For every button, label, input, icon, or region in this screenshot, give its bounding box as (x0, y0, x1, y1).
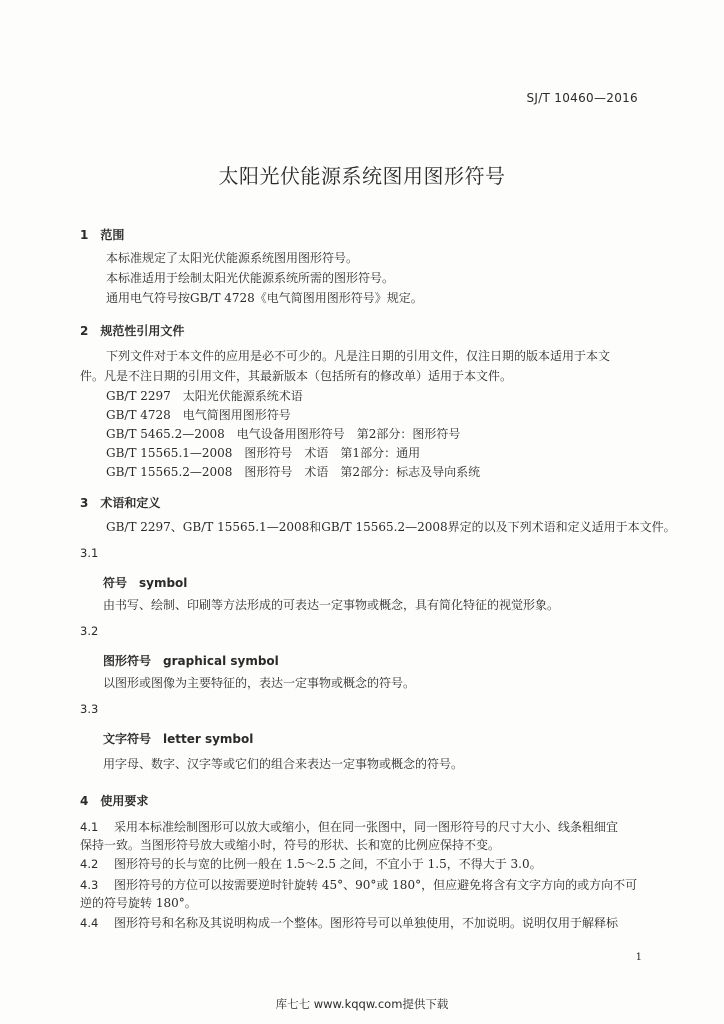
reference-item: GB/T 15565.2—2008 图形符号 术语 第2部分：标志及导向系统 (106, 465, 481, 479)
item-line: 图形符号和名称及其说明构成一个整体。图形符号可以单独使用，不加说明。说明仅用于解释标 (114, 916, 619, 930)
item-number: 4.3 (80, 878, 99, 892)
download-watermark: 库七七 www.kqqw.com提供下载 (275, 997, 449, 1011)
reference-item: GB/T 4728 电气简图用图形符号 (106, 408, 291, 422)
section-3-intro: GB/T 2297、GB/T 15565.1—2008和GB/T 15565.2—2008界定的以及下列术语和定义适用于本文件。 (106, 520, 676, 534)
term-definition: 以图形或图像为主要特征的，表达一定事物或概念的符号。 (103, 676, 416, 690)
section-1-heading: 1 范围 (80, 228, 125, 242)
reference-item: GB/T 15565.1—2008 图形符号 术语 第1部分：通用 (106, 446, 421, 460)
term-title: 符号 symbol (103, 576, 188, 590)
section-1-line-3: 通用电气符号按GB/T 4728《电气简图用图形符号》规定。 (106, 291, 423, 305)
section-2-heading: 2 规范性引用文件 (80, 324, 185, 338)
term-number: 3.1 (80, 546, 99, 560)
section-1-line-1: 本标准规定了太阳光伏能源系统图用图形符号。 (106, 251, 359, 265)
section-1-line-2: 本标准适用于绘制太阳光伏能源系统所需的图形符号。 (106, 271, 395, 285)
page-number: 1 (635, 952, 642, 963)
standard-code: SJ/T 10460—2016 (526, 91, 638, 105)
section-3-heading: 3 术语和定义 (80, 496, 161, 510)
item-number: 4.4 (80, 916, 99, 930)
term-definition: 用字母、数字、汉字等或它们的组合来表达一定事物或概念的符号。 (103, 757, 464, 771)
item-number: 4.1 (80, 820, 99, 834)
term-number: 3.2 (80, 624, 99, 638)
reference-item: GB/T 2297 太阳光伏能源系统术语 (106, 389, 303, 403)
item-number: 4.2 (80, 857, 99, 871)
document-title: 太阳光伏能源系统图用图形符号 (218, 164, 506, 188)
item-line: 图形符号的方位可以按需要逆时针旋转 45°、90°或 180°，但应避免将含有文字方向的或方向不可 (114, 878, 638, 892)
term-title: 图形符号 graphical symbol (103, 654, 279, 668)
section-2-intro-line-1: 下列文件对于本文件的应用是必不可少的。凡是注日期的引用文件，仅注日期的版本适用于本文 (106, 349, 611, 363)
item-line: 采用本标准绘制图形可以放大或缩小，但在同一张图中，同一图形符号的尺寸大小、线条粗细宜 (114, 820, 619, 834)
reference-item: GB/T 5465.2—2008 电气设备用图形符号 第2部分：图形符号 (106, 427, 461, 441)
item-line: 图形符号的长与宽的比例一般在 1.5～2.5 之间，不宜小于 1.5，不得大于 3.0。 (114, 857, 542, 871)
section-4-heading: 4 使用要求 (80, 794, 149, 808)
term-number: 3.3 (80, 702, 99, 716)
term-definition: 由书写、绘制、印刷等方法形成的可表达一定事物或概念，具有简化特征的视觉形象。 (103, 598, 560, 612)
term-title: 文字符号 letter symbol (103, 732, 254, 746)
item-line: 保持一致。当图形符号放大或缩小时，符号的形状、长和宽的比例应保持不变。 (80, 838, 501, 852)
section-2-intro-line-2: 件。凡是不注日期的引用文件，其最新版本（包括所有的修改单）适用于本文件。 (80, 369, 513, 383)
item-line: 逆的符号旋转 180°。 (80, 896, 197, 910)
